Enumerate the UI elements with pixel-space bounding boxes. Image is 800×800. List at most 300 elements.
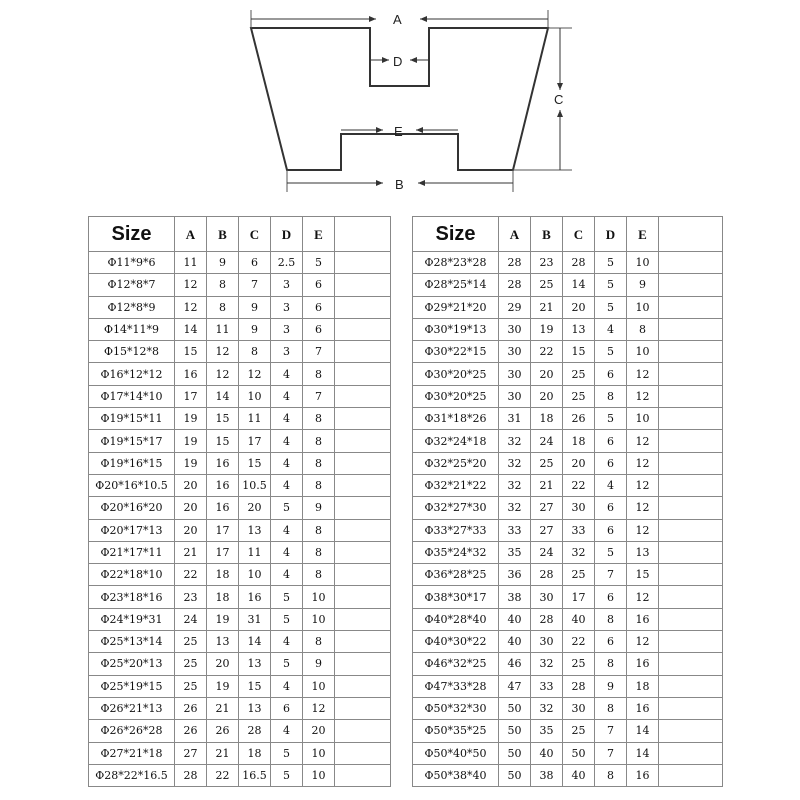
cell-size: Φ15*12*8 xyxy=(89,341,175,363)
cell-c: 22 xyxy=(563,631,595,653)
cell-d: 5 xyxy=(271,764,303,786)
cell-size: Φ25*20*13 xyxy=(89,653,175,675)
cell-a: 30 xyxy=(499,363,531,385)
cell-a: 26 xyxy=(175,697,207,719)
cell-a: 25 xyxy=(175,653,207,675)
cell-d: 4 xyxy=(595,318,627,340)
cell-c: 28 xyxy=(563,252,595,274)
cell-size: Φ40*30*22 xyxy=(413,631,499,653)
cell-b: 38 xyxy=(531,764,563,786)
header-e: E xyxy=(627,217,659,252)
cell-c: 13 xyxy=(239,653,271,675)
blank-cell xyxy=(335,631,391,653)
cell-b: 21 xyxy=(531,474,563,496)
blank-cell xyxy=(335,318,391,340)
table-row xyxy=(413,318,723,340)
table-row xyxy=(413,474,723,496)
cell-b: 30 xyxy=(531,631,563,653)
cell-size: Φ32*21*22 xyxy=(413,474,499,496)
cell-e: 12 xyxy=(627,363,659,385)
cell-a: 27 xyxy=(175,742,207,764)
blank-cell xyxy=(659,385,723,407)
cell-b: 19 xyxy=(207,608,239,630)
blank-cell xyxy=(659,720,723,742)
header-a: A xyxy=(499,217,531,252)
cell-d: 4 xyxy=(271,430,303,452)
cell-e: 12 xyxy=(627,519,659,541)
cell-size: Φ26*21*13 xyxy=(89,697,175,719)
blank-cell xyxy=(335,742,391,764)
cell-e: 16 xyxy=(627,653,659,675)
cell-c: 6 xyxy=(239,252,271,274)
cell-a: 40 xyxy=(499,608,531,630)
blank-cell xyxy=(659,564,723,586)
cell-d: 4 xyxy=(271,631,303,653)
blank-cell xyxy=(335,363,391,385)
cell-b: 14 xyxy=(207,385,239,407)
cell-e: 10 xyxy=(303,608,335,630)
cell-a: 19 xyxy=(175,452,207,474)
cell-d: 4 xyxy=(271,408,303,430)
cell-a: 28 xyxy=(499,274,531,296)
blank-cell xyxy=(659,675,723,697)
cell-a: 19 xyxy=(175,430,207,452)
cell-size: Φ32*25*20 xyxy=(413,452,499,474)
dimension-d-label: D xyxy=(393,54,403,69)
cell-d: 8 xyxy=(595,764,627,786)
cell-e: 9 xyxy=(627,274,659,296)
cell-d: 7 xyxy=(595,742,627,764)
blank-cell xyxy=(659,742,723,764)
cell-c: 11 xyxy=(239,408,271,430)
cell-size: Φ17*14*10 xyxy=(89,385,175,407)
table-row xyxy=(413,720,723,742)
cell-c: 13 xyxy=(563,318,595,340)
cell-b: 21 xyxy=(531,296,563,318)
cell-c: 25 xyxy=(563,363,595,385)
cell-b: 27 xyxy=(531,519,563,541)
cell-a: 26 xyxy=(175,720,207,742)
blank-cell xyxy=(335,497,391,519)
blank-cell xyxy=(335,764,391,786)
cell-c: 33 xyxy=(563,519,595,541)
cell-b: 17 xyxy=(207,541,239,563)
cell-size: Φ19*15*11 xyxy=(89,408,175,430)
cell-a: 14 xyxy=(175,318,207,340)
cell-size: Φ12*8*7 xyxy=(89,274,175,296)
cell-a: 32 xyxy=(499,474,531,496)
blank-cell xyxy=(335,385,391,407)
blank-cell xyxy=(335,252,391,274)
cell-a: 22 xyxy=(175,564,207,586)
cell-e: 10 xyxy=(303,742,335,764)
cell-size: Φ29*21*20 xyxy=(413,296,499,318)
cell-size: Φ20*16*10.5 xyxy=(89,474,175,496)
cell-d: 6 xyxy=(595,452,627,474)
part-outline xyxy=(251,28,548,170)
cell-b: 12 xyxy=(207,363,239,385)
header-b: B xyxy=(207,217,239,252)
table-row xyxy=(89,318,391,340)
cell-e: 8 xyxy=(303,519,335,541)
cell-e: 8 xyxy=(627,318,659,340)
table-row xyxy=(89,586,391,608)
cell-size: Φ19*16*15 xyxy=(89,452,175,474)
cell-e: 8 xyxy=(303,363,335,385)
blank-cell xyxy=(659,274,723,296)
cell-e: 8 xyxy=(303,452,335,474)
cell-b: 22 xyxy=(531,341,563,363)
blank-cell xyxy=(335,296,391,318)
cell-c: 20 xyxy=(563,296,595,318)
cell-e: 16 xyxy=(627,697,659,719)
cell-a: 23 xyxy=(175,586,207,608)
cell-a: 25 xyxy=(175,631,207,653)
cell-e: 9 xyxy=(303,653,335,675)
cell-d: 5 xyxy=(271,742,303,764)
cell-e: 6 xyxy=(303,318,335,340)
cell-d: 4 xyxy=(271,519,303,541)
cell-b: 24 xyxy=(531,430,563,452)
blank-cell xyxy=(659,452,723,474)
cell-a: 31 xyxy=(499,408,531,430)
cell-a: 46 xyxy=(499,653,531,675)
table-row xyxy=(89,252,391,274)
blank-cell xyxy=(335,541,391,563)
cell-a: 12 xyxy=(175,274,207,296)
cell-c: 8 xyxy=(239,341,271,363)
table-row xyxy=(89,474,391,496)
header-size: Size xyxy=(413,217,499,252)
cell-c: 15 xyxy=(239,452,271,474)
cell-d: 5 xyxy=(595,341,627,363)
cell-c: 10.5 xyxy=(239,474,271,496)
blank-cell xyxy=(659,764,723,786)
cell-b: 22 xyxy=(207,764,239,786)
table-row xyxy=(413,586,723,608)
table-row xyxy=(413,252,723,274)
cell-e: 12 xyxy=(627,586,659,608)
header-c: C xyxy=(239,217,271,252)
cell-e: 8 xyxy=(303,474,335,496)
header-c: C xyxy=(563,217,595,252)
blank-cell xyxy=(659,408,723,430)
cell-c: 17 xyxy=(563,586,595,608)
header-d: D xyxy=(595,217,627,252)
table-row xyxy=(413,564,723,586)
cell-size: Φ31*18*26 xyxy=(413,408,499,430)
table-row xyxy=(413,408,723,430)
cell-d: 8 xyxy=(595,653,627,675)
cell-b: 25 xyxy=(531,452,563,474)
cell-a: 35 xyxy=(499,541,531,563)
cell-a: 19 xyxy=(175,408,207,430)
cell-c: 31 xyxy=(239,608,271,630)
cell-b: 23 xyxy=(531,252,563,274)
cell-b: 16 xyxy=(207,497,239,519)
cell-a: 32 xyxy=(499,452,531,474)
cell-size: Φ38*30*17 xyxy=(413,586,499,608)
cell-a: 50 xyxy=(499,742,531,764)
cell-size: Φ19*15*17 xyxy=(89,430,175,452)
cell-c: 40 xyxy=(563,764,595,786)
cell-b: 32 xyxy=(531,653,563,675)
blank-cell xyxy=(659,631,723,653)
table-row xyxy=(413,274,723,296)
table-row xyxy=(89,363,391,385)
cell-e: 8 xyxy=(303,408,335,430)
blank-cell xyxy=(335,474,391,496)
cell-size: Φ50*38*40 xyxy=(413,764,499,786)
cell-e: 10 xyxy=(303,764,335,786)
dimension-b-label: B xyxy=(395,177,404,192)
table-row xyxy=(413,341,723,363)
cell-size: Φ36*28*25 xyxy=(413,564,499,586)
cell-e: 20 xyxy=(303,720,335,742)
cell-b: 32 xyxy=(531,697,563,719)
table-row xyxy=(89,697,391,719)
cell-c: 20 xyxy=(563,452,595,474)
cell-c: 12 xyxy=(239,363,271,385)
grommet-dimension-diagram xyxy=(0,0,800,210)
table-row xyxy=(413,296,723,318)
cell-size: Φ20*16*20 xyxy=(89,497,175,519)
table-row xyxy=(413,675,723,697)
table-row xyxy=(89,720,391,742)
cell-e: 12 xyxy=(627,385,659,407)
table-row xyxy=(89,408,391,430)
cell-size: Φ46*32*25 xyxy=(413,653,499,675)
cell-c: 25 xyxy=(563,564,595,586)
cell-d: 5 xyxy=(595,541,627,563)
cell-e: 12 xyxy=(627,497,659,519)
cell-c: 13 xyxy=(239,697,271,719)
cell-size: Φ50*40*50 xyxy=(413,742,499,764)
cell-b: 11 xyxy=(207,318,239,340)
cell-e: 16 xyxy=(627,764,659,786)
table-row xyxy=(413,385,723,407)
cell-e: 10 xyxy=(627,296,659,318)
cell-c: 26 xyxy=(563,408,595,430)
cell-d: 3 xyxy=(271,296,303,318)
cell-d: 5 xyxy=(595,252,627,274)
cell-c: 22 xyxy=(563,474,595,496)
blank-cell xyxy=(335,408,391,430)
cell-size: Φ12*8*9 xyxy=(89,296,175,318)
cell-a: 17 xyxy=(175,385,207,407)
cell-b: 28 xyxy=(531,564,563,586)
blank-cell xyxy=(335,341,391,363)
header-a: A xyxy=(175,217,207,252)
cell-a: 28 xyxy=(175,764,207,786)
blank-cell xyxy=(659,697,723,719)
table-row xyxy=(413,497,723,519)
cell-c: 9 xyxy=(239,318,271,340)
blank-cell xyxy=(659,586,723,608)
cell-b: 13 xyxy=(207,631,239,653)
cell-b: 8 xyxy=(207,296,239,318)
blank-column xyxy=(659,217,723,252)
cell-b: 16 xyxy=(207,452,239,474)
cell-d: 5 xyxy=(271,608,303,630)
cell-e: 10 xyxy=(627,252,659,274)
cell-c: 28 xyxy=(239,720,271,742)
cell-e: 10 xyxy=(303,675,335,697)
cell-c: 40 xyxy=(563,608,595,630)
blank-cell xyxy=(335,608,391,630)
blank-cell xyxy=(659,497,723,519)
blank-cell xyxy=(335,586,391,608)
cell-c: 17 xyxy=(239,430,271,452)
cell-b: 20 xyxy=(531,385,563,407)
cell-a: 20 xyxy=(175,474,207,496)
cell-d: 6 xyxy=(595,497,627,519)
blank-cell xyxy=(659,474,723,496)
cell-a: 32 xyxy=(499,430,531,452)
cell-d: 8 xyxy=(595,385,627,407)
cell-a: 30 xyxy=(499,385,531,407)
blank-cell xyxy=(335,653,391,675)
cell-size: Φ25*19*15 xyxy=(89,675,175,697)
blank-cell xyxy=(659,541,723,563)
cell-c: 16 xyxy=(239,586,271,608)
cell-d: 4 xyxy=(595,474,627,496)
table-row xyxy=(89,452,391,474)
cell-b: 18 xyxy=(207,564,239,586)
table-row xyxy=(413,697,723,719)
cell-size: Φ32*24*18 xyxy=(413,430,499,452)
table-row xyxy=(89,631,391,653)
cell-c: 16.5 xyxy=(239,764,271,786)
cell-a: 40 xyxy=(499,631,531,653)
table-row xyxy=(89,564,391,586)
cell-size: Φ24*19*31 xyxy=(89,608,175,630)
cell-d: 7 xyxy=(595,720,627,742)
cell-e: 8 xyxy=(303,564,335,586)
cell-d: 4 xyxy=(271,474,303,496)
cell-e: 14 xyxy=(627,720,659,742)
cell-d: 4 xyxy=(271,675,303,697)
cell-e: 18 xyxy=(627,675,659,697)
cell-c: 10 xyxy=(239,385,271,407)
blank-column xyxy=(335,217,391,252)
cell-size: Φ28*22*16.5 xyxy=(89,764,175,786)
cell-size: Φ30*19*13 xyxy=(413,318,499,340)
cell-size: Φ32*27*30 xyxy=(413,497,499,519)
cell-size: Φ30*22*15 xyxy=(413,341,499,363)
size-table-right xyxy=(412,216,723,787)
table-row xyxy=(413,519,723,541)
table-row xyxy=(413,363,723,385)
cell-b: 24 xyxy=(531,541,563,563)
cell-c: 9 xyxy=(239,296,271,318)
header-e: E xyxy=(303,217,335,252)
blank-cell xyxy=(335,564,391,586)
blank-cell xyxy=(659,318,723,340)
cell-e: 12 xyxy=(627,430,659,452)
cell-d: 3 xyxy=(271,274,303,296)
cell-c: 25 xyxy=(563,653,595,675)
size-table-left xyxy=(88,216,391,787)
table-row xyxy=(413,452,723,474)
cell-c: 30 xyxy=(563,497,595,519)
blank-cell xyxy=(335,675,391,697)
table-row xyxy=(413,608,723,630)
blank-cell xyxy=(659,341,723,363)
table-row xyxy=(89,608,391,630)
cell-size: Φ28*25*14 xyxy=(413,274,499,296)
cell-size: Φ50*35*25 xyxy=(413,720,499,742)
blank-cell xyxy=(659,296,723,318)
cell-size: Φ21*17*11 xyxy=(89,541,175,563)
cell-a: 38 xyxy=(499,586,531,608)
dimension-c-label: C xyxy=(554,92,564,107)
cell-b: 17 xyxy=(207,519,239,541)
cell-size: Φ30*20*25 xyxy=(413,363,499,385)
cell-e: 12 xyxy=(303,697,335,719)
cell-a: 29 xyxy=(499,296,531,318)
cell-c: 14 xyxy=(563,274,595,296)
cell-d: 5 xyxy=(271,586,303,608)
cell-b: 30 xyxy=(531,586,563,608)
cell-a: 32 xyxy=(499,497,531,519)
blank-cell xyxy=(335,519,391,541)
cell-size: Φ16*12*12 xyxy=(89,363,175,385)
cell-d: 5 xyxy=(595,296,627,318)
cell-b: 8 xyxy=(207,274,239,296)
table-row xyxy=(89,430,391,452)
table-row xyxy=(413,764,723,786)
cell-b: 9 xyxy=(207,252,239,274)
cell-a: 11 xyxy=(175,252,207,274)
cell-c: 30 xyxy=(563,697,595,719)
cell-a: 12 xyxy=(175,296,207,318)
table-row xyxy=(89,497,391,519)
cell-c: 15 xyxy=(563,341,595,363)
table-row xyxy=(89,764,391,786)
blank-cell xyxy=(335,697,391,719)
blank-cell xyxy=(659,363,723,385)
cell-size: Φ22*18*10 xyxy=(89,564,175,586)
cell-e: 16 xyxy=(627,608,659,630)
blank-cell xyxy=(659,430,723,452)
cell-b: 20 xyxy=(531,363,563,385)
table-row xyxy=(89,341,391,363)
table-row xyxy=(89,274,391,296)
cell-a: 24 xyxy=(175,608,207,630)
table-row xyxy=(413,653,723,675)
cell-e: 6 xyxy=(303,296,335,318)
cell-size: Φ27*21*18 xyxy=(89,742,175,764)
table-row xyxy=(413,541,723,563)
cell-e: 7 xyxy=(303,385,335,407)
cell-c: 18 xyxy=(239,742,271,764)
cell-c: 15 xyxy=(239,675,271,697)
blank-cell xyxy=(335,720,391,742)
cell-b: 15 xyxy=(207,408,239,430)
cell-a: 47 xyxy=(499,675,531,697)
blank-cell xyxy=(659,608,723,630)
table-header-row xyxy=(89,217,391,252)
cell-e: 12 xyxy=(627,452,659,474)
cell-size: Φ25*13*14 xyxy=(89,631,175,653)
dimension-e-label: E xyxy=(394,124,403,139)
table-row xyxy=(89,296,391,318)
cell-b: 20 xyxy=(207,653,239,675)
cell-d: 4 xyxy=(271,720,303,742)
table-row xyxy=(89,653,391,675)
table-row xyxy=(89,541,391,563)
